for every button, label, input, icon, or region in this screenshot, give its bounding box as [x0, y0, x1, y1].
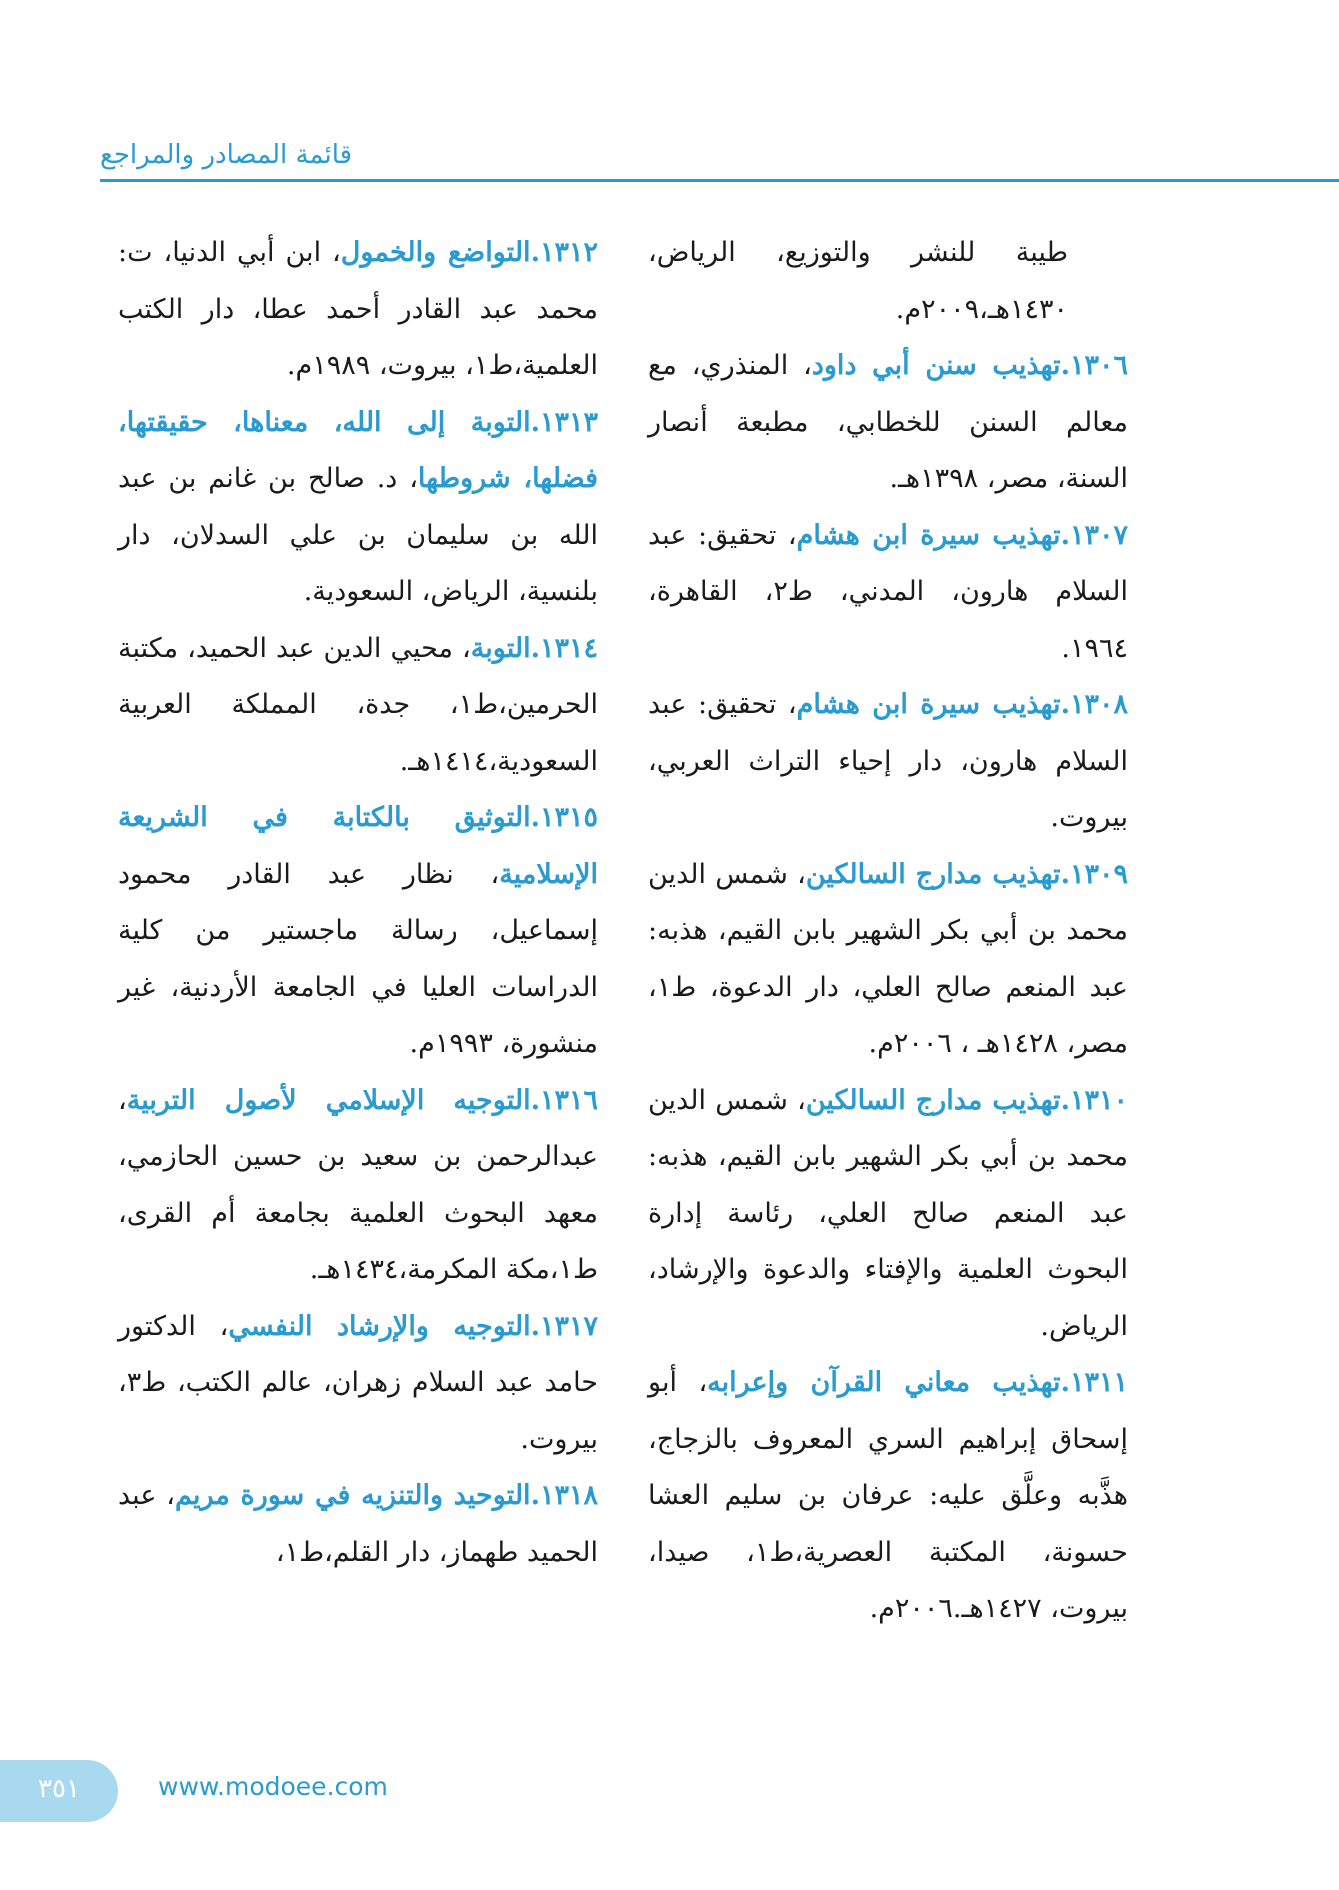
bib-entry-1315	[118, 790, 598, 1073]
entry-number: ١٣١٧.	[530, 1310, 598, 1342]
bib-entry-1308	[648, 677, 1128, 847]
entry-number: ١٣٠٩.	[1060, 858, 1128, 890]
bib-entry-1316	[118, 1073, 598, 1299]
bib-entry-1309	[648, 847, 1128, 1073]
entry-number: ١٣٠٦.	[1060, 350, 1128, 381]
entry-body: ، أبو إسحاق إبراهيم السري المعروف بالزجاج، هذَّبه وعلَّق عليه: عرفان بن سليم العشا حسونة، المكتبة العصرية،ط١، صيدا، بيروت، ١٤٢٧هـ.٢٠٠٦م.	[648, 1367, 1128, 1624]
bib-entry-1310	[648, 1073, 1128, 1356]
page-number: ٣٥١	[38, 1774, 80, 1804]
left-column	[118, 225, 598, 1581]
bib-entry-1306	[648, 338, 1128, 508]
footer-url-link[interactable]: www.modoee.com	[158, 1772, 388, 1801]
columns	[118, 225, 1128, 1745]
entry-title: تهذيب مدارج السالكين	[805, 858, 1061, 890]
entry-number: ١٣١١.	[1060, 1367, 1128, 1398]
entry-number: ١٣٠٧.	[1060, 519, 1128, 551]
bib-entry-1313	[118, 395, 598, 621]
entry-body: ، الدكتور حامد عبد السلام زهران، عالم الكتب، ط٣، بيروت.	[118, 1310, 598, 1455]
entry-body: ، تحقيق: عبد السلام هارون، دار إحياء التراث العربي، بيروت.	[648, 689, 1128, 833]
entry-number: ١٣١٤.	[530, 632, 598, 664]
entry-body: ، المنذري، مع معالم السنن للخطابي، مطبعة أنصار السنة، مصر، ١٣٩٨هـ.	[648, 350, 1128, 494]
bib-entry-1311	[648, 1355, 1128, 1638]
bib-entry-continued	[648, 225, 1128, 338]
entry-number: ١٣١٠.	[1060, 1084, 1128, 1116]
entry-title: تهذيب سيرة ابن هشام	[796, 519, 1061, 551]
entry-title: التواضع والخمول	[340, 237, 531, 268]
entry-title: تهذيب سيرة ابن هشام	[796, 689, 1061, 720]
page-number-badge	[0, 1760, 118, 1822]
entry-number: ١٣١٥.	[530, 802, 598, 833]
bib-entry-1307	[648, 508, 1128, 678]
entry-title: التوبة	[470, 632, 531, 664]
bib-entry-1317	[118, 1299, 598, 1469]
header-rule	[100, 179, 1339, 182]
bib-entry-1312	[118, 225, 598, 395]
entry-number: ١٣١٦.	[530, 1084, 598, 1116]
entry-number: ١٣٠٨.	[1060, 689, 1128, 720]
bib-entry-1314	[118, 621, 598, 791]
entry-body: طيبة للنشر والتوزيع، الرياض، ١٤٣٠هـ،٢٠٠٩م.	[648, 237, 1068, 325]
entry-number: ١٣١٢.	[530, 237, 598, 268]
entry-title: التوحيد والتنزيه في سورة مريم	[175, 1480, 531, 1511]
entry-title: التوجيه والإرشاد النفسي	[228, 1310, 531, 1342]
running-header-title: قائمة المصادر والمراجع	[100, 140, 353, 170]
entry-title: التوجيه الإسلامي لأصول التربية	[126, 1084, 531, 1116]
right-column	[648, 225, 1128, 1638]
entry-body: ، تحقيق: عبد السلام هارون، المدني، ط٢، القاهرة، ١٩٦٤.	[648, 519, 1129, 664]
entry-body: ، شمس الدين محمد بن أبي بكر الشهير بابن القيم، هذبه: عبد المنعم صالح العلي، دار الدعوة، ط١، مصر، ١٤٢٨هـ ، ٢٠٠٦م.	[648, 858, 1128, 1059]
entry-title: تهذيب سنن أبي داود	[811, 350, 1061, 381]
entry-title: التوبة إلى الله، معناها، حقيقتها، فضلها، شروطها	[118, 406, 599, 494]
entry-body: ، عبدالرحمن بن سعيد بن حسين الحازمي، معهد البحوث العلمية بجامعة أم القرى، ط١،مكة المكرمة،١٤٣٤هـ.	[118, 1084, 598, 1285]
entry-body: ، نظار عبد القادر محمود إسماعيل، رسالة ماجستير من كلية الدراسات العليا في الجامعة الأردنية، غير منشورة، ١٩٩٣م.	[118, 858, 598, 1059]
entry-body: ، شمس الدين محمد بن أبي بكر الشهير بابن القيم، هذبه: عبد المنعم صالح العلي، رئاسة إدارة البحوث العلمية والإفتاء والدعوة والإرشاد، الرياض.	[648, 1084, 1128, 1342]
bib-entry-1318	[118, 1468, 598, 1581]
entry-title: تهذيب مدارج السالكين	[805, 1084, 1061, 1116]
entry-number: ١٣١٣.	[530, 406, 598, 438]
entry-body: ، د. صالح بن غانم بن عبد الله بن سليمان بن علي السدلان، دار بلنسية، الرياض، السعودية.	[118, 463, 598, 607]
entry-title: تهذيب معاني القرآن وإعرابه	[707, 1367, 1061, 1398]
entry-number: ١٣١٨.	[530, 1480, 598, 1511]
entry-title: التوثيق بالكتابة في الشريعة الإسلامية	[118, 802, 598, 890]
entry-body: ، عبد الحميد طهماز، دار القلم،ط١،	[118, 1480, 598, 1568]
running-header	[100, 134, 1139, 182]
entry-body: ، محيي الدين عبد الحميد، مكتبة الحرمين،ط١، جدة، المملكة العربية السعودية،١٤١٤هـ.	[118, 632, 598, 777]
entry-body: ، ابن أبي الدنيا، ت: محمد عبد القادر أحمد عطا، دار الكتب العلمية،ط١، بيروت، ١٩٨٩م.	[118, 237, 598, 381]
